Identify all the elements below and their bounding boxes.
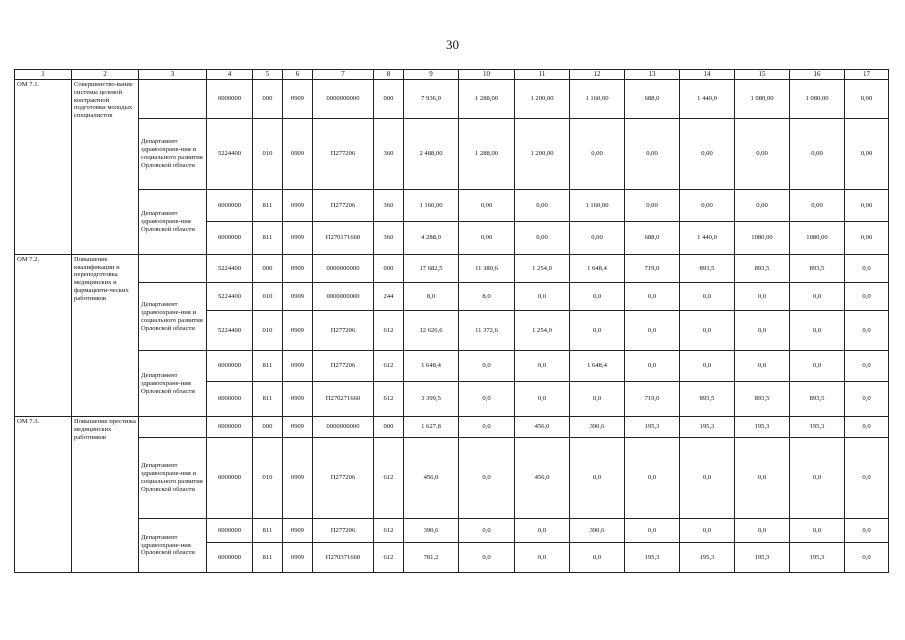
- table-cell: 360: [374, 118, 404, 189]
- table-cell: 0,00: [515, 222, 570, 255]
- table-cell: П270371660: [313, 543, 374, 573]
- table-cell: П277206: [313, 118, 374, 189]
- table-cell: 360: [374, 222, 404, 255]
- table-cell: 781,2: [404, 543, 459, 573]
- table-cell: 0,0: [735, 351, 790, 381]
- table-cell: 1 254,0: [515, 254, 570, 282]
- table-cell: 0,0: [570, 437, 625, 518]
- table-cell: П270171660: [313, 222, 374, 255]
- table-cell: 0909: [283, 543, 313, 573]
- table-cell: 1 080,00: [790, 80, 845, 119]
- table-cell: 0,0: [459, 437, 515, 518]
- header-cell: 6: [283, 70, 313, 80]
- budget-table: [14, 69, 889, 573]
- table-cell: 1 440,0: [680, 222, 735, 255]
- table-cell: 5224400: [207, 254, 253, 282]
- header-cell: 16: [790, 70, 845, 80]
- table-cell: 17 682,5: [404, 254, 459, 282]
- table-row: [15, 283, 889, 310]
- table-cell: 0,0: [515, 283, 570, 310]
- table-cell: 0,0: [845, 437, 889, 518]
- table-cell: 0,0: [845, 283, 889, 310]
- table-cell: 0,0: [680, 351, 735, 381]
- table-cell: 0000000000: [313, 80, 374, 119]
- table-cell: 0,0: [680, 283, 735, 310]
- table-cell: 0,00: [625, 118, 680, 189]
- table-cell: 010: [253, 118, 283, 189]
- table-cell: 0,00: [459, 189, 515, 222]
- table-cell: 0,00: [570, 118, 625, 189]
- table-cell: 0,0: [790, 351, 845, 381]
- table-cell: 0,0: [625, 351, 680, 381]
- table-cell: 000: [374, 417, 404, 437]
- measure-code: ОМ 7.2.: [15, 254, 72, 417]
- table-cell: 893,5: [790, 381, 845, 417]
- table-cell: 719,0: [625, 254, 680, 282]
- table-cell: 0,0: [459, 417, 515, 437]
- executor-cell: Департамент здравоохране-ния и социального развития Орловской области: [139, 437, 207, 518]
- executor-cell: Департамент здравоохране-ния и социального развития Орловской области: [139, 118, 207, 189]
- table-cell: 612: [374, 437, 404, 518]
- measure-name: Повышение квалификации и переподготовка медицинских и фармацевти-ческих работников: [72, 254, 139, 417]
- table-cell: 893,5: [680, 254, 735, 282]
- table-cell: 688,0: [625, 80, 680, 119]
- table-cell: 0,0: [515, 381, 570, 417]
- table-cell: 0,0: [570, 310, 625, 351]
- table-cell: П277206: [313, 519, 374, 543]
- table-cell: 0909: [283, 118, 313, 189]
- table-cell: 195,3: [735, 417, 790, 437]
- table-cell: 195,3: [625, 543, 680, 573]
- table-cell: 0909: [283, 189, 313, 222]
- table-cell: 1 160,00: [570, 80, 625, 119]
- table-cell: 0,0: [790, 310, 845, 351]
- table-cell: 0000000: [207, 189, 253, 222]
- table-cell: 893,5: [735, 254, 790, 282]
- table-cell: 893,5: [735, 381, 790, 417]
- table-cell: 0,0: [735, 437, 790, 518]
- table-cell: 0,0: [680, 310, 735, 351]
- table-cell: 0,00: [735, 189, 790, 222]
- table-cell: 811: [253, 189, 283, 222]
- table-cell: 1 160,00: [570, 189, 625, 222]
- table-cell: 000: [253, 417, 283, 437]
- measure-name: Совершенство-вание системы целевой контрактной подготовки молодых специалистов: [72, 80, 139, 255]
- table-cell: 0000000: [207, 381, 253, 417]
- table-cell: 719,0: [625, 381, 680, 417]
- header-cell: 1: [15, 70, 72, 80]
- table-cell: 0,00: [625, 189, 680, 222]
- table-row: [15, 519, 889, 543]
- table-cell: 456,0: [515, 417, 570, 437]
- table-cell: 0,00: [790, 189, 845, 222]
- table-cell: 0,00: [680, 118, 735, 189]
- measure-name: Повышение престижа медицинских работников: [72, 417, 139, 573]
- table-cell: 0,00: [845, 222, 889, 255]
- table-cell: 1 648,4: [570, 254, 625, 282]
- table-cell: 893,5: [680, 381, 735, 417]
- table-cell: 612: [374, 543, 404, 573]
- table-cell: 1 288,00: [459, 118, 515, 189]
- table-cell: П277206: [313, 310, 374, 351]
- table-row: [15, 351, 889, 381]
- executor-cell: Департамент здравоохране-ния Орловской области: [139, 351, 207, 417]
- table-cell: П277206: [313, 437, 374, 518]
- table-cell: 0909: [283, 351, 313, 381]
- table-cell: 0000000: [207, 543, 253, 573]
- table-cell: 0,00: [845, 80, 889, 119]
- table-cell: 0,0: [790, 437, 845, 518]
- table-cell: 2 488,00: [404, 118, 459, 189]
- table-cell: 000: [374, 254, 404, 282]
- table-cell: 0,0: [735, 519, 790, 543]
- table-cell: 244: [374, 283, 404, 310]
- table-cell: 390,6: [404, 519, 459, 543]
- table-cell: 195,3: [790, 543, 845, 573]
- table-cell: 0,0: [459, 381, 515, 417]
- header-cell: 17: [845, 70, 889, 80]
- table-cell: 0,00: [680, 189, 735, 222]
- table-cell: 0,0: [625, 437, 680, 518]
- table-cell: 688,0: [625, 222, 680, 255]
- table-cell: 0,0: [515, 351, 570, 381]
- table-cell: 0909: [283, 381, 313, 417]
- table-cell: 893,5: [790, 254, 845, 282]
- table-cell: 0,0: [845, 381, 889, 417]
- table-cell: 0,00: [570, 222, 625, 255]
- table-cell: 456,0: [515, 437, 570, 518]
- table-cell: 811: [253, 543, 283, 573]
- header-cell: 12: [570, 70, 625, 80]
- table-cell: 1 200,00: [515, 118, 570, 189]
- table-cell: 811: [253, 351, 283, 381]
- header-cell: 15: [735, 70, 790, 80]
- header-cell: 14: [680, 70, 735, 80]
- header-cell: 9: [404, 70, 459, 80]
- header-cell: 2: [72, 70, 139, 80]
- header-cell: 5: [253, 70, 283, 80]
- table-cell: 0,0: [845, 351, 889, 381]
- table-cell: 612: [374, 381, 404, 417]
- table-cell: 0,0: [735, 310, 790, 351]
- measure-code: ОМ 7.3.: [15, 417, 72, 573]
- header-cell: 8: [374, 70, 404, 80]
- table-cell: 1 627,8: [404, 417, 459, 437]
- table-cell: 0,0: [790, 519, 845, 543]
- table-cell: 390,6: [570, 417, 625, 437]
- table-cell: 0,00: [845, 189, 889, 222]
- table-cell: 0,00: [790, 118, 845, 189]
- table-cell: 0000000: [207, 437, 253, 518]
- table-cell: 000: [374, 80, 404, 119]
- table-cell: 1 288,00: [459, 80, 515, 119]
- table-cell: 0,00: [735, 118, 790, 189]
- table-row: [15, 80, 889, 119]
- table-cell: 0909: [283, 283, 313, 310]
- table-cell: 12 626,6: [404, 310, 459, 351]
- table-cell: 811: [253, 519, 283, 543]
- table-cell: 0909: [283, 310, 313, 351]
- table-cell: 0,0: [735, 283, 790, 310]
- table-cell: 010: [253, 437, 283, 518]
- table-cell: 0000000000: [313, 254, 374, 282]
- header-cell: 10: [459, 70, 515, 80]
- table-cell: 0,0: [845, 254, 889, 282]
- table-cell: 8,0: [459, 283, 515, 310]
- table-cell: 3 399,5: [404, 381, 459, 417]
- table-cell: 0,0: [845, 543, 889, 573]
- table-cell: 0,0: [845, 417, 889, 437]
- page-number: 30: [446, 37, 459, 52]
- table-cell: 010: [253, 310, 283, 351]
- table-cell: 612: [374, 519, 404, 543]
- table-cell: 1 648,4: [404, 351, 459, 381]
- table-cell: 0,0: [625, 283, 680, 310]
- table-cell: 1 648,4: [570, 351, 625, 381]
- table-cell: 811: [253, 381, 283, 417]
- table-cell: 11 372,6: [459, 310, 515, 351]
- header-row: [15, 70, 889, 80]
- table-cell: 0,00: [459, 222, 515, 255]
- table-cell: 0909: [283, 417, 313, 437]
- table-cell: 1 200,00: [515, 80, 570, 119]
- table-cell: 0,0: [459, 351, 515, 381]
- table-cell: 0000000: [207, 417, 253, 437]
- table-cell: 811: [253, 222, 283, 255]
- executor-cell: [139, 254, 207, 282]
- header-cell: 11: [515, 70, 570, 80]
- measure-code: ОМ 7.1.: [15, 80, 72, 255]
- table-row: [15, 437, 889, 518]
- table-cell: 8,0: [404, 283, 459, 310]
- table-cell: 1080,00: [790, 222, 845, 255]
- table-cell: 0,0: [680, 437, 735, 518]
- executor-cell: Департамент здравоохране-ния Орловской области: [139, 189, 207, 254]
- table-cell: 1 440,0: [680, 80, 735, 119]
- table-cell: 0,0: [625, 310, 680, 351]
- table-cell: 0,0: [570, 283, 625, 310]
- table-cell: 1 080,00: [735, 80, 790, 119]
- header-cell: 3: [139, 70, 207, 80]
- header-cell: 4: [207, 70, 253, 80]
- table-cell: 0,0: [790, 283, 845, 310]
- table-cell: 195,3: [680, 543, 735, 573]
- table-cell: 195,3: [625, 417, 680, 437]
- table-cell: 7 936,0: [404, 80, 459, 119]
- table-cell: П270271660: [313, 381, 374, 417]
- table-cell: 0000000: [207, 519, 253, 543]
- table-cell: 1080,00: [735, 222, 790, 255]
- table-cell: 0,0: [570, 543, 625, 573]
- table-cell: 0000000: [207, 80, 253, 119]
- table-cell: 1 160,00: [404, 189, 459, 222]
- table-cell: 0909: [283, 254, 313, 282]
- table-cell: 0909: [283, 80, 313, 119]
- executor-cell: Департамент здравоохране-ния Орловской области: [139, 519, 207, 573]
- table-row: [15, 189, 889, 222]
- table-cell: 0,0: [515, 543, 570, 573]
- table-cell: 010: [253, 283, 283, 310]
- table-cell: 360: [374, 189, 404, 222]
- table-row: [15, 254, 889, 282]
- executor-cell: Департамент здравоохране-ния и социального развития Орловской области: [139, 283, 207, 351]
- table-cell: 000: [253, 254, 283, 282]
- table-cell: 0,0: [515, 519, 570, 543]
- header-cell: 13: [625, 70, 680, 80]
- table-cell: 0,0: [845, 310, 889, 351]
- executor-cell: [139, 80, 207, 119]
- table-cell: 456,0: [404, 437, 459, 518]
- table-cell: 000: [253, 80, 283, 119]
- table-cell: 0,0: [680, 519, 735, 543]
- table-cell: 0000000000: [313, 283, 374, 310]
- table-cell: П277206: [313, 351, 374, 381]
- table-cell: 195,3: [735, 543, 790, 573]
- table-cell: 0000000: [207, 351, 253, 381]
- table-cell: 390,6: [570, 519, 625, 543]
- executor-cell: [139, 417, 207, 437]
- table-cell: 612: [374, 310, 404, 351]
- table-cell: 0,0: [845, 519, 889, 543]
- table-cell: 0,0: [570, 381, 625, 417]
- table-cell: 5224400: [207, 283, 253, 310]
- table-cell: 4 288,0: [404, 222, 459, 255]
- table-cell: 195,3: [790, 417, 845, 437]
- table-cell: 5224400: [207, 310, 253, 351]
- table-cell: 0909: [283, 437, 313, 518]
- table-cell: 0000000: [207, 222, 253, 255]
- header-cell: 7: [313, 70, 374, 80]
- table-row: [15, 118, 889, 189]
- table-cell: 612: [374, 351, 404, 381]
- table-cell: 0,0: [625, 519, 680, 543]
- table-cell: 0,0: [459, 543, 515, 573]
- table-cell: 0,00: [845, 118, 889, 189]
- table-cell: 11 380,6: [459, 254, 515, 282]
- table-cell: П277206: [313, 189, 374, 222]
- table-cell: 0,0: [459, 519, 515, 543]
- table-cell: 0909: [283, 519, 313, 543]
- table-cell: 0000000000: [313, 417, 374, 437]
- table-cell: 195,3: [680, 417, 735, 437]
- table-cell: 5224400: [207, 118, 253, 189]
- table-cell: 0909: [283, 222, 313, 255]
- table-row: [15, 417, 889, 437]
- table-cell: 0,00: [515, 189, 570, 222]
- table-cell: 1 254,0: [515, 310, 570, 351]
